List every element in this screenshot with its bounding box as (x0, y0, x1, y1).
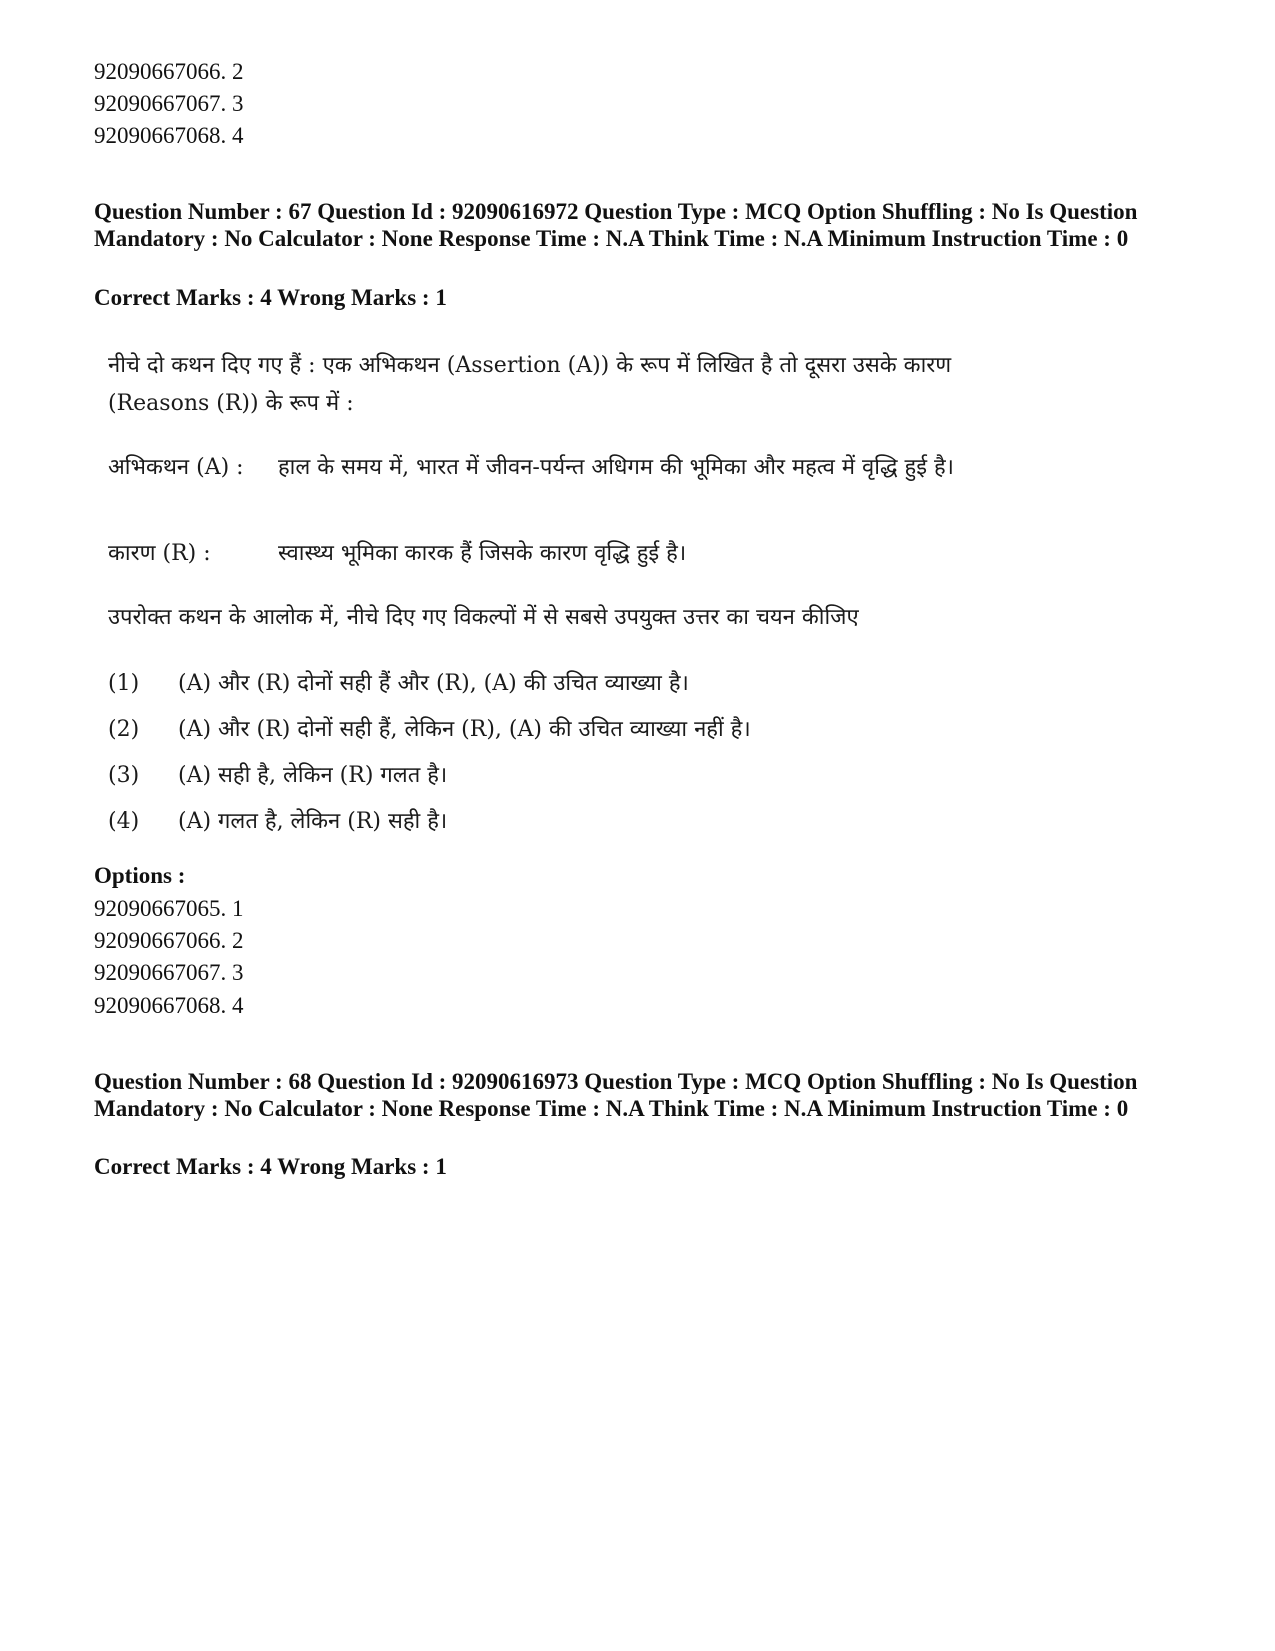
intro-line-2: (Reasons (R)) के रूप में : (108, 391, 354, 416)
reason-text: स्वास्थ्य भूमिका कारक हैं जिसके कारण वृद्धि हुई है। (278, 541, 687, 566)
question-67-marks: Correct Marks : 4 Wrong Marks : 1 (94, 285, 447, 310)
option-line: 92090667065. 1 (94, 896, 244, 921)
question-68-header: Question Number : 68 Question Id : 92090616973 Question Type : MCQ Option Shuffling : No Is Question Mandatory : No Calculator : None Response Time : N.A Think Time : N.A Minimum Instruction Time : 0 (94, 1069, 1138, 1121)
choice-text: (A) गलत है, लेकिन (R) सही है। (178, 809, 448, 834)
option-line: 92090667068. 4 (94, 993, 244, 1018)
option-line: 92090667067. 3 (94, 960, 244, 985)
intro-line-1: नीचे दो कथन दिए गए हैं : एक अभिकथन (Assertion (A)) के रूप में लिखित है तो दूसरा उसके कारण (108, 353, 952, 378)
question-67-header: Question Number : 67 Question Id : 92090616972 Question Type : MCQ Option Shuffling : No Is Question Mandatory : No Calculator : None Response Time : N.A Think Time : N.A Minimum Instruction Time : 0 (94, 199, 1138, 251)
choice-number: (3) (108, 763, 140, 788)
option-line: 92090667066. 2 (94, 59, 244, 84)
reason-label: कारण (R) : (108, 541, 211, 566)
option-line: 92090667068. 4 (94, 123, 244, 148)
assertion-label: अभिकथन (A) : (108, 455, 244, 480)
option-line: 92090667066. 2 (94, 928, 244, 953)
assertion-text: हाल के समय में, भारत में जीवन-पर्यन्त अधिगम की भूमिका और महत्व में वृद्धि हुई है। (278, 455, 955, 480)
choice-text: (A) सही है, लेकिन (R) गलत है। (178, 763, 448, 788)
choice-number: (4) (108, 809, 140, 834)
instruction-text: उपरोक्त कथन के आलोक में, नीचे दिए गए विकल्पों में से सबसे उपयुक्त उत्तर का चयन कीजिए (108, 605, 859, 630)
option-line: 92090667067. 3 (94, 91, 244, 116)
choice-number: (2) (108, 717, 140, 742)
choice-text: (A) और (R) दोनों सही हैं और (R), (A) की उचित व्याख्या है। (178, 671, 689, 696)
options-label: Options : (94, 863, 186, 888)
question-68-marks: Correct Marks : 4 Wrong Marks : 1 (94, 1154, 447, 1179)
choice-text: (A) और (R) दोनों सही हैं, लेकिन (R), (A) की उचित व्याख्या नहीं है। (178, 717, 751, 742)
choice-number: (1) (108, 671, 140, 696)
question-67-body (100, 348, 1040, 848)
